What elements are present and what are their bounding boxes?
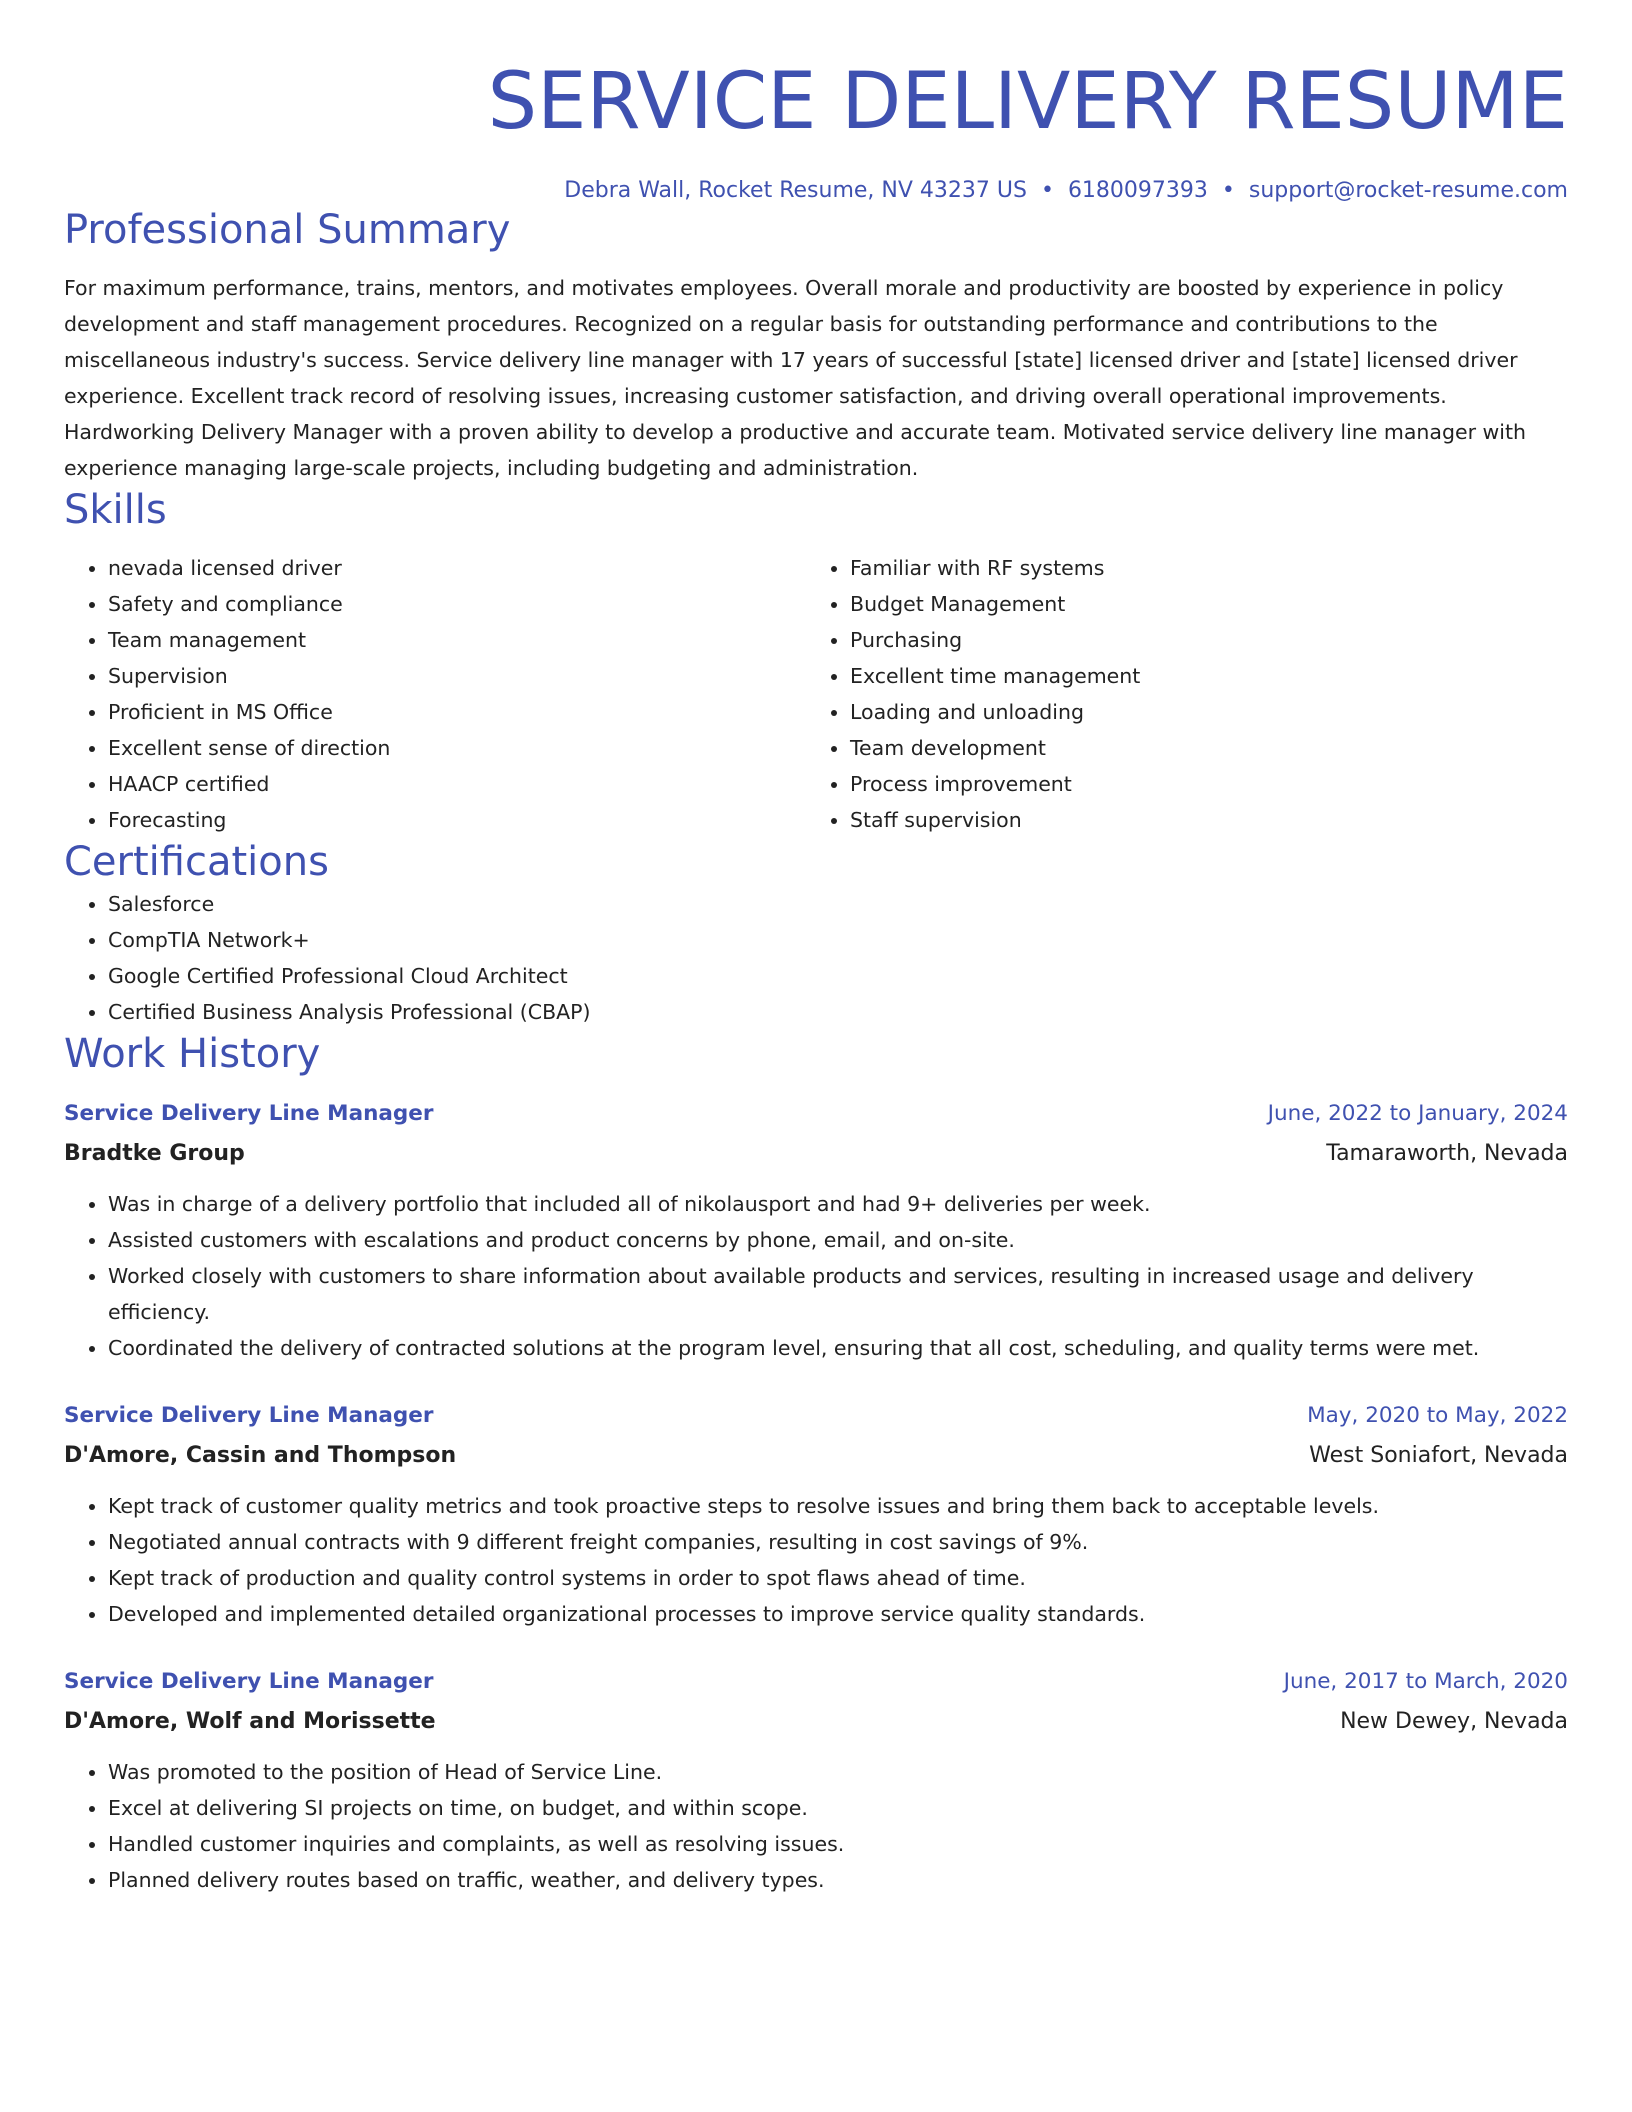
job-company-row	[64, 1436, 1568, 1476]
skill-item: • HAACP certified	[108, 766, 806, 802]
skill-item: • Familiar with RF systems	[850, 550, 1548, 586]
skill-item: • Forecasting	[108, 802, 806, 838]
job-location: Tamaraworth, Nevada	[1326, 1141, 1568, 1166]
resume-page	[64, 0, 1568, 1898]
skill-item: • Supervision	[108, 658, 806, 694]
job-bullet: • Coordinated the delivery of contracted solutions at the program level, ensuring that all cost, scheduling, and quality terms were met.	[108, 1330, 1568, 1366]
job-bullets	[64, 1186, 1568, 1366]
skill-item: • Budget Management	[850, 586, 1548, 622]
contact-address: Debra Wall, Rocket Resume, NV 43237 US	[564, 178, 1027, 203]
job-bullet: • Excel at delivering SI projects on time, on budget, and within scope.	[108, 1790, 1568, 1826]
job-entry	[64, 1396, 1568, 1632]
job-dates: June, 2022 to January, 2024	[1267, 1101, 1568, 1126]
certification-item: • Google Certified Professional Cloud Architect	[108, 958, 1568, 994]
job-dates: June, 2017 to March, 2020	[1283, 1669, 1568, 1694]
job-bullet: • Kept track of customer quality metrics and took proactive steps to resolve issues and bring them back to acceptable levels.	[108, 1488, 1568, 1524]
job-entry	[64, 1662, 1568, 1898]
contact-email[interactable]: support@rocket-resume.com	[1248, 178, 1568, 203]
job-header-row	[64, 1396, 1568, 1436]
certification-item: • Salesforce	[108, 886, 1568, 922]
certifications-list	[64, 886, 1568, 1030]
job-title: Service Delivery Line Manager	[64, 1669, 434, 1694]
job-bullet: • Worked closely with customers to share information about available products and services, resulting in increased usage and delivery efficiency.	[108, 1258, 1568, 1330]
job-header-row	[64, 1662, 1568, 1702]
skill-item: • Team management	[108, 622, 806, 658]
skills-heading: Skills	[64, 487, 167, 533]
job-bullet: • Planned delivery routes based on traffic, weather, and delivery types.	[108, 1862, 1568, 1898]
skill-item: • Process improvement	[850, 766, 1548, 802]
contact-line	[64, 176, 1568, 206]
job-location: New Dewey, Nevada	[1340, 1709, 1568, 1734]
job-bullets	[64, 1488, 1568, 1632]
job-header-row	[64, 1094, 1568, 1134]
job-company: Bradtke Group	[64, 1141, 245, 1166]
job-title: Service Delivery Line Manager	[64, 1403, 434, 1428]
certifications-heading: Certifications	[64, 839, 329, 885]
contact-separator: •	[1040, 178, 1054, 203]
job-company-row	[64, 1134, 1568, 1174]
job-location: West Soniafort, Nevada	[1309, 1443, 1568, 1468]
resume-title: SERVICE DELIVERY RESUME	[487, 57, 1568, 147]
job-bullet: • Negotiated annual contracts with 9 different freight companies, resulting in cost savings of 9%.	[108, 1524, 1568, 1560]
job-title: Service Delivery Line Manager	[64, 1101, 434, 1126]
skill-item: • Safety and compliance	[108, 586, 806, 622]
skills-columns	[64, 550, 1568, 838]
skill-item: • Purchasing	[850, 622, 1548, 658]
work-history-heading: Work History	[64, 1031, 321, 1077]
job-bullet: • Assisted customers with escalations and product concerns by phone, email, and on-site.	[108, 1222, 1568, 1258]
skill-item: • Team development	[850, 730, 1548, 766]
job-entry	[64, 1094, 1568, 1366]
contact-phone: 6180097393	[1067, 178, 1208, 203]
job-company-row	[64, 1702, 1568, 1742]
skill-item: • nevada licensed driver	[108, 550, 806, 586]
job-bullet: • Developed and implemented detailed organizational processes to improve service quality standards.	[108, 1596, 1568, 1632]
job-bullet: • Was promoted to the position of Head of Service Line.	[108, 1754, 1568, 1790]
job-company: D'Amore, Cassin and Thompson	[64, 1443, 457, 1468]
job-bullet: • Was in charge of a delivery portfolio that included all of nikolausport and had 9+ deliveries per week.	[108, 1186, 1568, 1222]
summary-text: For maximum performance, trains, mentors, and motivates employees. Overall morale and productivity are boosted by experience in policy development and staff management procedures. Recognized on a regular basis for outstanding performance and contributions to the miscellaneous industry's success. Service delivery line manager with 17 years of successful [state] licensed driver and [state] licensed driver experience. Excellent track record of resolving issues, increasing customer satisfaction, and driving overall operational improvements. Hardworking Delivery Manager with a proven ability to develop a productive and accurate team. Motivated service delivery line manager with experience managing large-scale projects, including budgeting and administration.	[64, 276, 1527, 480]
job-bullet: • Handled customer inquiries and complaints, as well as resolving issues.	[108, 1826, 1568, 1862]
job-company: D'Amore, Wolf and Morissette	[64, 1709, 436, 1734]
certification-item: • CompTIA Network+	[108, 922, 1568, 958]
skill-item: • Excellent sense of direction	[108, 730, 806, 766]
skill-item: • Proficient in MS Office	[108, 694, 806, 730]
skills-list-right	[806, 550, 1548, 838]
skill-item: • Staff supervision	[850, 802, 1548, 838]
skills-list-left	[64, 550, 806, 838]
skill-item: • Excellent time management	[850, 658, 1548, 694]
job-bullet: • Kept track of production and quality control systems in order to spot flaws ahead of time.	[108, 1560, 1568, 1596]
job-dates: May, 2020 to May, 2022	[1307, 1403, 1568, 1428]
skill-item: • Loading and unloading	[850, 694, 1548, 730]
contact-separator: •	[1221, 178, 1235, 203]
certification-item: • Certified Business Analysis Professional (CBAP)	[108, 994, 1568, 1030]
summary-heading: Professional Summary	[64, 207, 511, 253]
job-bullets	[64, 1754, 1568, 1898]
